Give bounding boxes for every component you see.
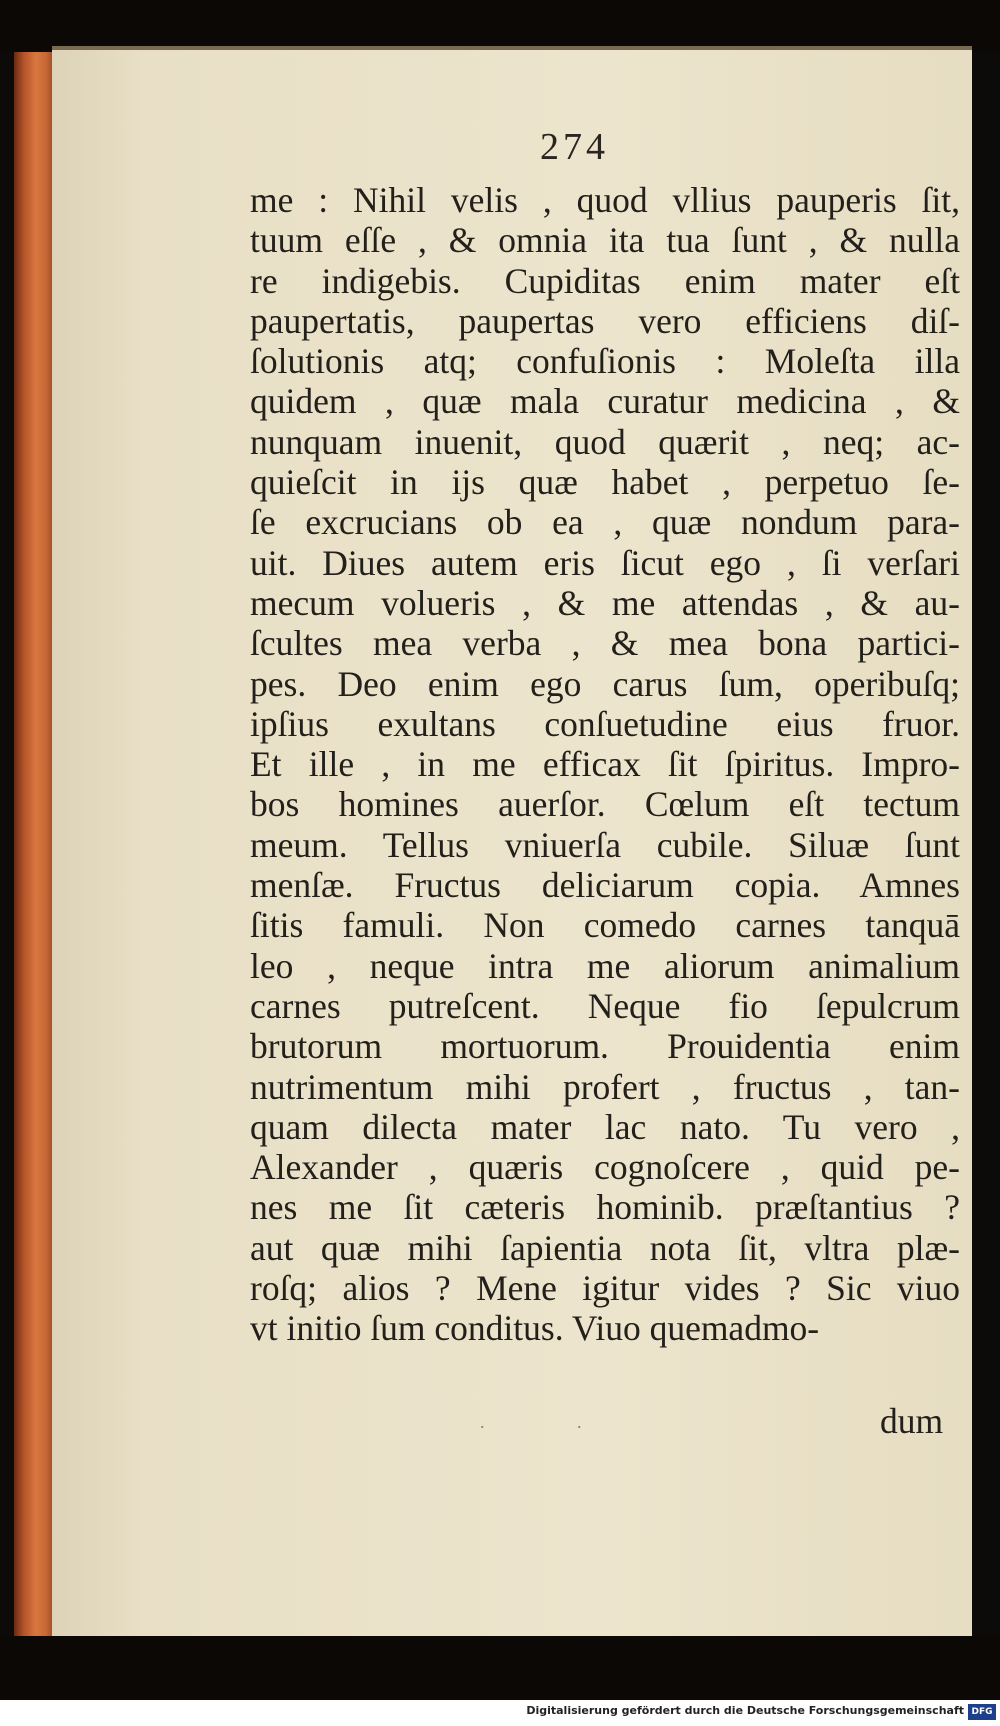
text-line: vt initio ſum conditus. Viuo quemadmo-	[250, 1308, 820, 1349]
scan-top-border	[0, 0, 1000, 52]
text-line: uit. Diues autem eris ſicut ego , ſi verſari	[250, 542, 960, 583]
text-line: ſitis famuli. Non comedo carnes tanquā	[250, 905, 960, 946]
book-page-edge	[14, 52, 54, 1637]
body-text	[250, 180, 960, 1349]
text-line: quam dilecta mater lac nato. Tu vero ,	[250, 1106, 960, 1147]
digitization-footer	[0, 1700, 1000, 1726]
text-line: paupertatis, paupertas vero efficiens diſ-	[250, 300, 960, 341]
text-line: quieſcit in ijs quæ habet , perpetuo ſe-	[250, 462, 960, 503]
page-number: 274	[540, 126, 609, 168]
scan-bottom-border	[0, 1636, 1000, 1700]
text-line: ipſius exultans conſuetudine eius fruor.	[250, 703, 960, 744]
text-line: Et ille , in me efficax ſit ſpiritus. Impro-	[250, 744, 960, 785]
text-line: leo , neque intra me aliorum animalium	[250, 945, 960, 986]
text-line: mecum volueris , & me attendas , & au-	[250, 582, 960, 623]
footer-credit: Digitalisierung gefördert durch die Deutsche Forschungsgemeinschaft	[526, 1704, 964, 1717]
text-line: pes. Deo enim ego carus ſum, operibuſq;	[250, 663, 960, 704]
text-line: nutrimentum mihi profert , fructus , tan-	[250, 1066, 960, 1107]
text-line: quidem , quæ mala curatur medicina , &	[250, 381, 960, 422]
text-line: aut quæ mihi ſapientia nota ſit, vltra plæ-	[250, 1227, 960, 1268]
text-line: bos homines auerſor. Cœlum eſt tectum	[250, 784, 960, 825]
text-line: meum. Tellus vniuerſa cubile. Siluæ ſunt	[250, 824, 960, 865]
text-line: me : Nihil velis , quod vllius pauperis ſit,	[250, 180, 960, 220]
text-line: ſolutionis atq; confuſionis : Moleſta illa	[250, 341, 960, 382]
text-line: carnes putreſcent. Neque fio ſepulcrum	[250, 985, 960, 1026]
text-line: Alexander , quæris cognoſcere , quid pe-	[250, 1147, 960, 1188]
text-line: roſq; alios ? Mene igitur vides ? Sic viuo	[250, 1268, 960, 1309]
catchword: dum	[880, 1401, 944, 1441]
text-line: ſcultes mea verba , & mea bona partici-	[250, 623, 960, 664]
text-line: nunquam inuenit, quod quærit , neq; ac-	[250, 421, 960, 462]
text-line: nes me ſit cæteris hominib. præſtantius ?	[250, 1187, 960, 1228]
text-line: ſe excrucians ob ea , quæ nondum para-	[250, 502, 960, 543]
text-line: brutorum mortuorum. Prouidentia enim	[250, 1026, 960, 1067]
dfg-logo: DFG	[968, 1704, 996, 1720]
text-line: re indigebis. Cupiditas enim mater eſt	[250, 260, 960, 301]
text-line: tuum eſſe , & omnia ita tua ſunt , & nulla	[250, 220, 960, 261]
ink-marks: . .	[480, 1412, 626, 1432]
text-line: menſæ. Fructus deliciarum copia. Amnes	[250, 865, 960, 906]
